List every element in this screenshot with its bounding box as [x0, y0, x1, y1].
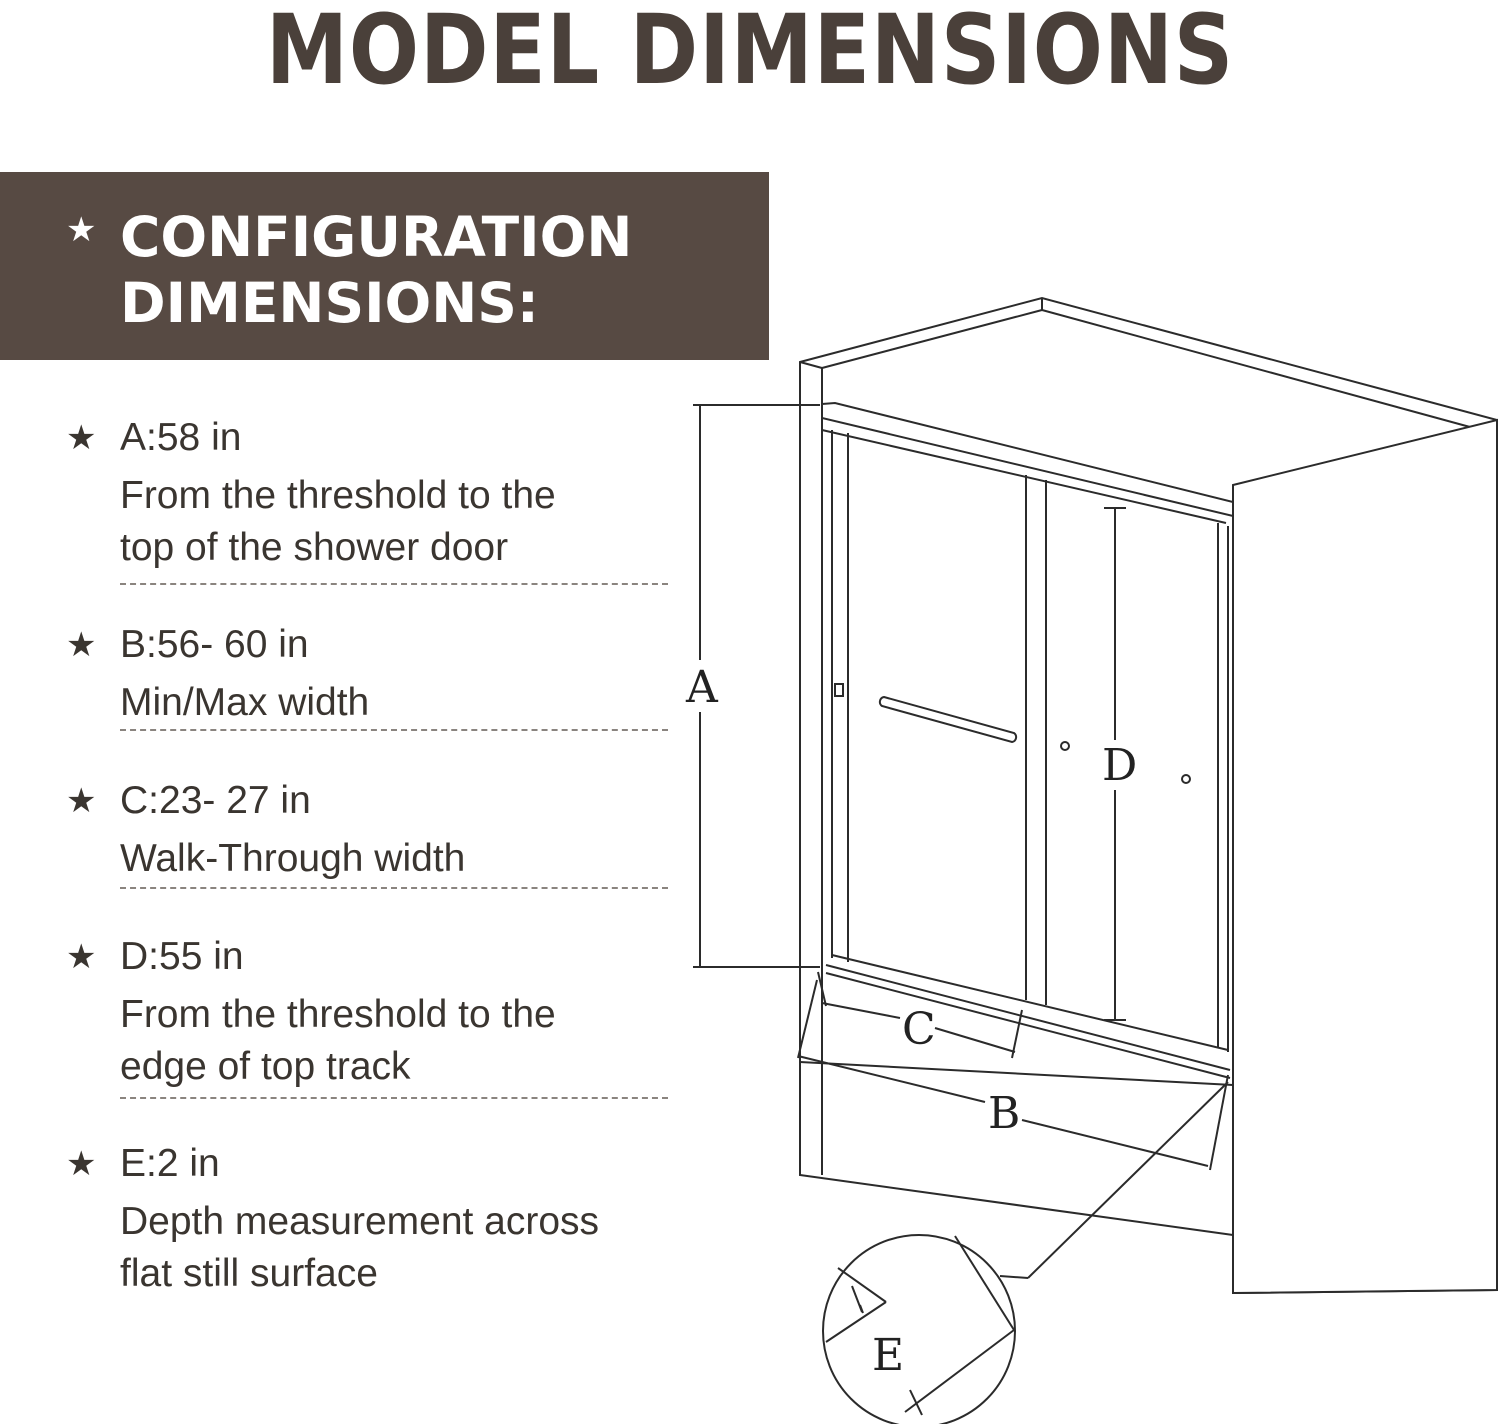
star-icon: ★: [66, 1145, 97, 1183]
detail-e: [823, 1235, 1015, 1424]
label-b: B: [988, 1088, 1021, 1139]
page-title: MODEL DIMENSIONS: [265, 0, 1235, 106]
banner-heading: CONFIGURATION DIMENSIONS:: [120, 205, 633, 335]
spec-heading: B:56- 60 in: [120, 623, 309, 666]
spec-heading: C:23- 27 in: [120, 779, 311, 822]
spec-description: Walk-Through width: [120, 837, 466, 880]
star-icon: ★: [66, 938, 97, 976]
star-icon: ★: [66, 626, 97, 664]
spec-description: Depth measurement across flat still surface: [120, 1200, 600, 1295]
spec-heading: E:2 in: [120, 1142, 220, 1185]
star-icon: ★: [66, 782, 97, 820]
spec-heading: D:55 in: [120, 935, 244, 978]
spec-heading: A:58 in: [120, 416, 242, 459]
label-e: E: [872, 1330, 905, 1381]
label-a: A: [686, 662, 718, 713]
spec-description: From the threshold to the edge of top track: [120, 993, 556, 1088]
spec-description: Min/Max width: [120, 681, 370, 724]
spec-description: From the threshold to the top of the shower door: [120, 474, 556, 569]
star-icon: ★: [66, 211, 97, 249]
label-c: C: [902, 1004, 936, 1055]
star-icon: ★: [66, 419, 97, 457]
tub-enclosure: [800, 298, 1497, 1293]
label-d: D: [1102, 740, 1138, 791]
